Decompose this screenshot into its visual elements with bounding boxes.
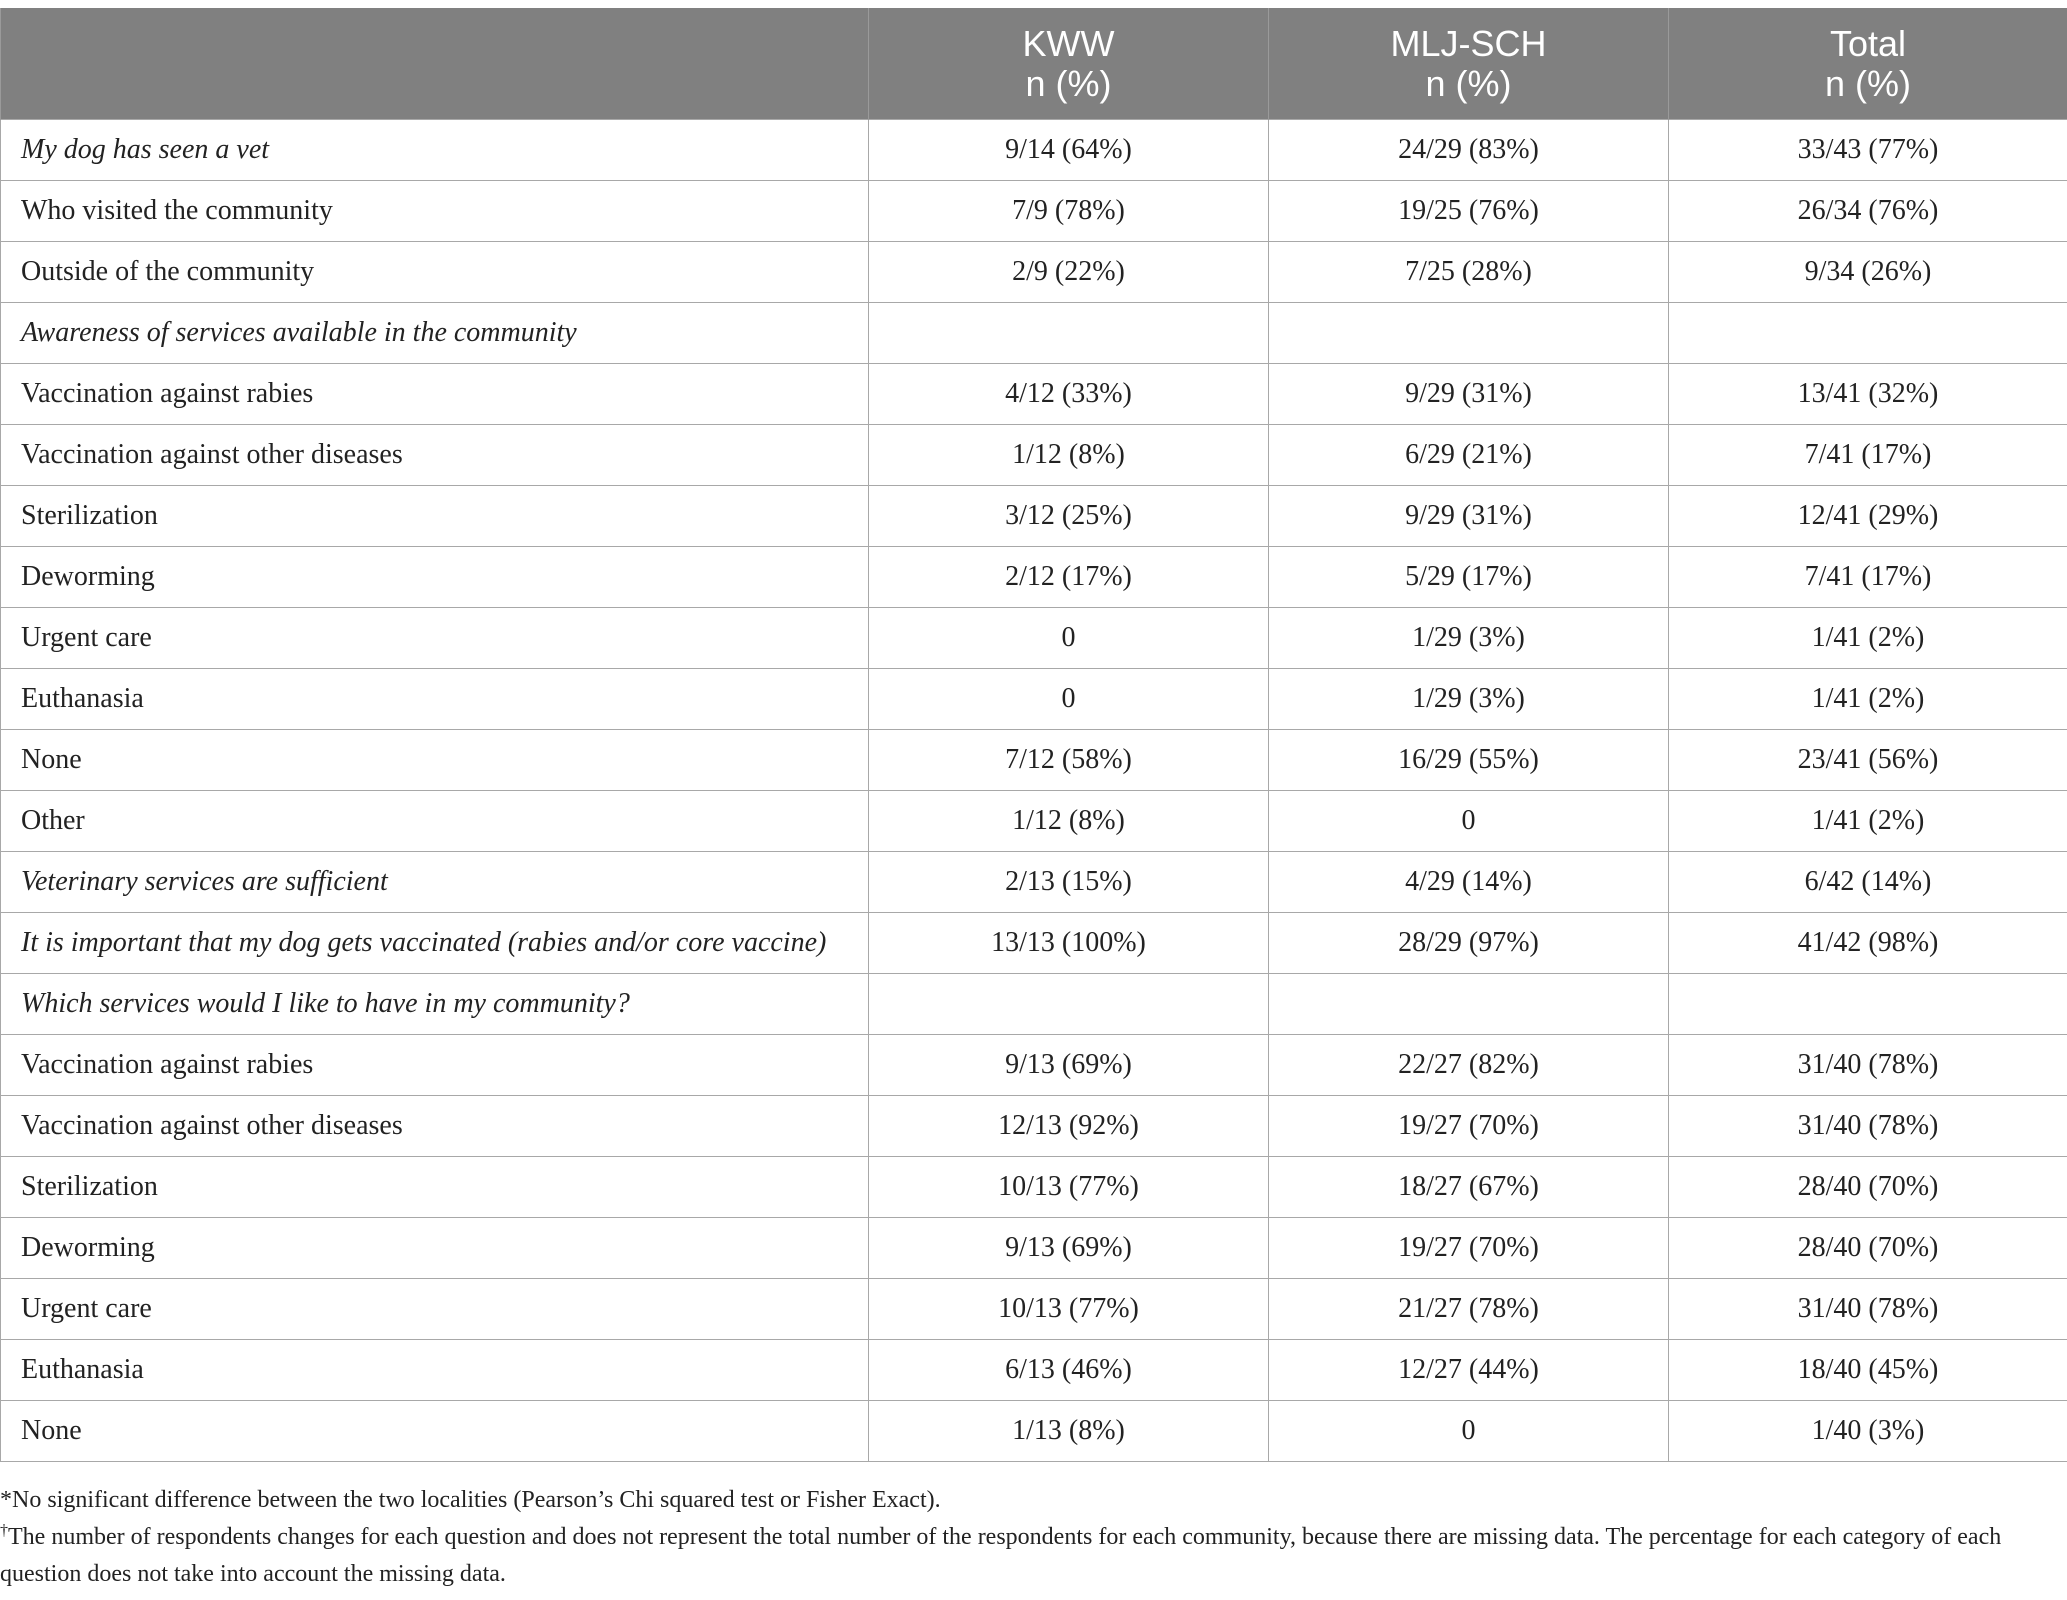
data-table-container (0, 8, 2067, 1462)
header-mlj-sch-unit: n (%) (1425, 62, 1512, 104)
cell-total: 28/40 (70%) (1669, 1157, 2067, 1218)
cell-kww: 6/13 (46%) (869, 1340, 1269, 1401)
cell-total: 7/41 (17%) (1669, 425, 2067, 486)
row-label: Vaccination against other diseases (1, 425, 869, 486)
row-label: It is important that my dog gets vaccinated (rabies and/or core vaccine) (1, 913, 869, 974)
cell-mlj-sch: 7/25 (28%) (1269, 242, 1669, 303)
row-label: Sterilization (1, 1157, 869, 1218)
table-row (1, 730, 2067, 791)
row-label: Euthanasia (1, 1340, 869, 1401)
table-row (1, 364, 2067, 425)
cell-kww: 10/13 (77%) (869, 1279, 1269, 1340)
table-row (1, 1340, 2067, 1401)
cell-mlj-sch: 1/29 (3%) (1269, 608, 1669, 669)
table-body (1, 120, 2067, 1462)
table-row (1, 242, 2067, 303)
table-row (1, 303, 2067, 364)
row-label: Veterinary services are sufficient (1, 852, 869, 913)
row-label: Vaccination against rabies (1, 364, 869, 425)
header-empty-cell (1, 8, 869, 120)
cell-total: 7/41 (17%) (1669, 547, 2067, 608)
cell-kww: 7/9 (78%) (869, 181, 1269, 242)
row-label: My dog has seen a vet (1, 120, 869, 181)
row-label: Sterilization (1, 486, 869, 547)
cell-kww: 2/9 (22%) (869, 242, 1269, 303)
table-row (1, 791, 2067, 852)
table-row (1, 486, 2067, 547)
footnote-significance (0, 1482, 2060, 1519)
cell-total: 41/42 (98%) (1669, 913, 2067, 974)
cell-kww: 13/13 (100%) (869, 913, 1269, 974)
cell-mlj-sch: 22/27 (82%) (1269, 1035, 1669, 1096)
cell-mlj-sch: 12/27 (44%) (1269, 1340, 1669, 1401)
cell-mlj-sch: 9/29 (31%) (1269, 364, 1669, 425)
cell-kww (869, 974, 1269, 1035)
footnote-asterisk-mark: * (0, 1487, 12, 1513)
cell-mlj-sch: 28/29 (97%) (1269, 913, 1669, 974)
table-row (1, 1401, 2067, 1462)
cell-mlj-sch: 16/29 (55%) (1269, 730, 1669, 791)
table-row (1, 669, 2067, 730)
header-total (1669, 8, 2067, 120)
footnotes (0, 1482, 2060, 1593)
cell-total: 31/40 (78%) (1669, 1035, 2067, 1096)
cell-kww: 10/13 (77%) (869, 1157, 1269, 1218)
cell-kww: 1/13 (8%) (869, 1401, 1269, 1462)
cell-mlj-sch: 24/29 (83%) (1269, 120, 1669, 181)
cell-total: 1/41 (2%) (1669, 608, 2067, 669)
row-label: Outside of the community (1, 242, 869, 303)
table-header-row (1, 8, 2067, 120)
cell-total: 9/34 (26%) (1669, 242, 2067, 303)
cell-mlj-sch: 18/27 (67%) (1269, 1157, 1669, 1218)
header-mlj-sch-title: MLJ-SCH (1390, 22, 1547, 64)
cell-total: 12/41 (29%) (1669, 486, 2067, 547)
cell-mlj-sch: 19/27 (70%) (1269, 1218, 1669, 1279)
table-row (1, 1096, 2067, 1157)
cell-total: 26/34 (76%) (1669, 181, 2067, 242)
table-row (1, 1157, 2067, 1218)
cell-mlj-sch: 19/27 (70%) (1269, 1096, 1669, 1157)
cell-kww: 0 (869, 669, 1269, 730)
header-total-title: Total (1829, 22, 1907, 64)
cell-mlj-sch: 4/29 (14%) (1269, 852, 1669, 913)
header-kww-title: KWW (1022, 22, 1115, 64)
row-label: Euthanasia (1, 669, 869, 730)
cell-total: 33/43 (77%) (1669, 120, 2067, 181)
row-label: Other (1, 791, 869, 852)
cell-total: 23/41 (56%) (1669, 730, 2067, 791)
header-total-unit: n (%) (1824, 62, 1911, 104)
cell-total: 1/41 (2%) (1669, 791, 2067, 852)
cell-mlj-sch: 5/29 (17%) (1269, 547, 1669, 608)
cell-total: 31/40 (78%) (1669, 1279, 2067, 1340)
cell-total: 1/40 (3%) (1669, 1401, 2067, 1462)
row-label: Urgent care (1, 608, 869, 669)
cell-kww: 9/13 (69%) (869, 1218, 1269, 1279)
row-label: Vaccination against rabies (1, 1035, 869, 1096)
cell-total (1669, 303, 2067, 364)
cell-mlj-sch (1269, 974, 1669, 1035)
table-row (1, 913, 2067, 974)
footnote-dagger-mark: † (0, 1522, 8, 1539)
header-kww (869, 8, 1269, 120)
row-label: Vaccination against other diseases (1, 1096, 869, 1157)
cell-kww: 12/13 (92%) (869, 1096, 1269, 1157)
cell-kww: 0 (869, 608, 1269, 669)
row-label: Which services would I like to have in my community? (1, 974, 869, 1035)
row-label: None (1, 730, 869, 791)
cell-total (1669, 974, 2067, 1035)
cell-kww: 9/14 (64%) (869, 120, 1269, 181)
cell-mlj-sch: 21/27 (78%) (1269, 1279, 1669, 1340)
row-label: None (1, 1401, 869, 1462)
table-row (1, 120, 2067, 181)
cell-mlj-sch: 1/29 (3%) (1269, 669, 1669, 730)
footnote-respondents (0, 1519, 2060, 1593)
cell-total: 6/42 (14%) (1669, 852, 2067, 913)
cell-kww: 1/12 (8%) (869, 425, 1269, 486)
row-label: Deworming (1, 547, 869, 608)
cell-kww (869, 303, 1269, 364)
table-row (1, 1218, 2067, 1279)
table-row (1, 181, 2067, 242)
survey-results-table (0, 8, 2067, 1462)
footnote-significance-text: No significant difference between the two localities (Pearson’s Chi squared test or Fisher Exact). (12, 1487, 941, 1513)
cell-mlj-sch: 0 (1269, 1401, 1669, 1462)
cell-kww: 2/12 (17%) (869, 547, 1269, 608)
row-label: Deworming (1, 1218, 869, 1279)
row-label: Who visited the community (1, 181, 869, 242)
cell-mlj-sch: 0 (1269, 791, 1669, 852)
cell-kww: 7/12 (58%) (869, 730, 1269, 791)
table-row (1, 1035, 2067, 1096)
cell-kww: 1/12 (8%) (869, 791, 1269, 852)
cell-total: 13/41 (32%) (1669, 364, 2067, 425)
header-kww-unit: n (%) (1025, 62, 1112, 104)
cell-mlj-sch (1269, 303, 1669, 364)
table-row (1, 1279, 2067, 1340)
row-label: Awareness of services available in the community (1, 303, 869, 364)
header-mlj-sch (1269, 8, 1669, 120)
table-row (1, 974, 2067, 1035)
cell-mlj-sch: 19/25 (76%) (1269, 181, 1669, 242)
cell-kww: 2/13 (15%) (869, 852, 1269, 913)
cell-total: 18/40 (45%) (1669, 1340, 2067, 1401)
table-row (1, 547, 2067, 608)
cell-mlj-sch: 6/29 (21%) (1269, 425, 1669, 486)
row-label: Urgent care (1, 1279, 869, 1340)
cell-mlj-sch: 9/29 (31%) (1269, 486, 1669, 547)
table-row (1, 852, 2067, 913)
cell-total: 1/41 (2%) (1669, 669, 2067, 730)
footnote-respondents-text: The number of respondents changes for each question and does not represent the total number of the respondents for each community, because there are missing data. The percentage for each category of each question does not take into account the missing data. (0, 1524, 2002, 1587)
table-row (1, 425, 2067, 486)
cell-kww: 3/12 (25%) (869, 486, 1269, 547)
cell-total: 28/40 (70%) (1669, 1218, 2067, 1279)
cell-kww: 9/13 (69%) (869, 1035, 1269, 1096)
cell-kww: 4/12 (33%) (869, 364, 1269, 425)
table-row (1, 608, 2067, 669)
cell-total: 31/40 (78%) (1669, 1096, 2067, 1157)
